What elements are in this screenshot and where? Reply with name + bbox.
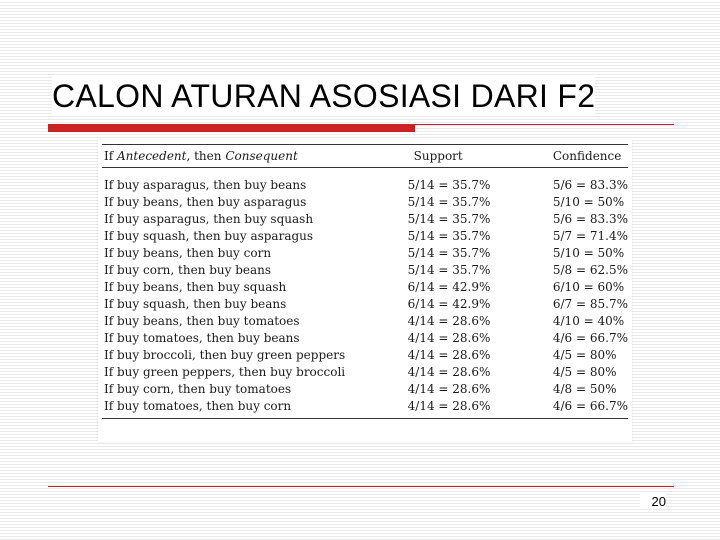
support-cell: 4/14 = 28.6% xyxy=(407,365,491,379)
support-cell: 5/14 = 35.7% xyxy=(407,263,491,277)
confidence-cell: 4/5 = 80% xyxy=(552,348,617,362)
header-confidence: Confidence xyxy=(552,149,622,163)
support-cell: 6/14 = 42.9% xyxy=(407,297,491,311)
table-header-row xyxy=(102,145,628,168)
rule-cell: If buy beans, then buy tomatoes xyxy=(104,314,300,328)
table-row xyxy=(102,279,628,296)
rule-cell: If buy corn, then buy tomatoes xyxy=(104,382,292,396)
table-row xyxy=(102,194,628,211)
header-support: Support xyxy=(413,149,463,163)
confidence-cell: 6/10 = 60% xyxy=(552,280,625,294)
header-then-word: , then xyxy=(186,149,226,163)
confidence-cell: 4/10 = 40% xyxy=(552,314,625,328)
support-cell: 4/14 = 28.6% xyxy=(407,314,491,328)
table-row xyxy=(102,211,628,228)
rule-cell: If buy corn, then buy beans xyxy=(104,263,272,277)
table-row xyxy=(102,245,628,262)
header-if-word: If xyxy=(104,149,117,163)
association-rules-table xyxy=(102,144,628,419)
confidence-cell: 5/8 = 62.5% xyxy=(552,263,628,277)
support-cell: 5/14 = 35.7% xyxy=(407,178,491,192)
table-row xyxy=(102,398,628,419)
table-row xyxy=(102,228,628,245)
table-row xyxy=(102,364,628,381)
rule-cell: If buy broccoli, then buy green peppers xyxy=(104,348,346,362)
rule-cell: If buy asparagus, then buy beans xyxy=(104,178,307,192)
support-cell: 5/14 = 35.7% xyxy=(407,229,491,243)
rule-cell: If buy squash, then buy beans xyxy=(104,297,287,311)
support-cell: 5/14 = 35.7% xyxy=(407,212,491,226)
rules-table-card xyxy=(98,140,632,442)
confidence-cell: 4/8 = 50% xyxy=(552,382,617,396)
header-antecedent: Antecedent xyxy=(117,149,187,163)
support-cell: 4/14 = 28.6% xyxy=(407,399,491,413)
page-number: 20 xyxy=(640,494,666,509)
rule-cell: If buy green peppers, then buy broccoli xyxy=(104,365,346,379)
title-underline-thin xyxy=(415,124,674,125)
confidence-cell: 5/7 = 71.4% xyxy=(552,229,628,243)
support-cell: 4/14 = 28.6% xyxy=(407,331,491,345)
table-row xyxy=(102,347,628,364)
header-consequent: Consequent xyxy=(225,149,298,163)
table-body xyxy=(102,168,628,419)
table-row xyxy=(102,262,628,279)
support-cell: 4/14 = 28.6% xyxy=(407,348,491,362)
table-row xyxy=(102,313,628,330)
confidence-cell: 4/6 = 66.7% xyxy=(552,399,628,413)
support-cell: 5/14 = 35.7% xyxy=(407,246,491,260)
rule-cell: If buy beans, then buy corn xyxy=(104,246,272,260)
support-cell: 6/14 = 42.9% xyxy=(407,280,491,294)
slide-title: CALON ATURAN ASOSIASI DARI F2 xyxy=(52,78,596,114)
confidence-cell: 5/6 = 83.3% xyxy=(552,178,628,192)
confidence-cell: 4/6 = 66.7% xyxy=(552,331,628,345)
support-cell: 5/14 = 35.7% xyxy=(407,195,491,209)
header-rule xyxy=(102,145,404,168)
support-cell: 4/14 = 28.6% xyxy=(407,382,491,396)
table-row xyxy=(102,330,628,347)
confidence-cell: 5/10 = 50% xyxy=(552,246,625,260)
confidence-cell: 5/10 = 50% xyxy=(552,195,625,209)
confidence-cell: 4/5 = 80% xyxy=(552,365,617,379)
rule-cell: If buy asparagus, then buy squash xyxy=(104,212,314,226)
title-underline-thick xyxy=(48,124,415,132)
rule-cell: If buy beans, then buy squash xyxy=(104,280,287,294)
table-row xyxy=(102,381,628,398)
table-row xyxy=(102,296,628,313)
confidence-cell: 5/6 = 83.3% xyxy=(552,212,628,226)
rule-cell: If buy tomatoes, then buy beans xyxy=(104,331,300,345)
confidence-cell: 6/7 = 85.7% xyxy=(552,297,628,311)
table-header xyxy=(102,145,628,168)
footer-rule xyxy=(48,486,674,487)
table-row xyxy=(102,168,628,195)
rule-cell: If buy tomatoes, then buy corn xyxy=(104,399,292,413)
rule-cell: If buy squash, then buy asparagus xyxy=(104,229,314,243)
rule-cell: If buy beans, then buy asparagus xyxy=(104,195,307,209)
